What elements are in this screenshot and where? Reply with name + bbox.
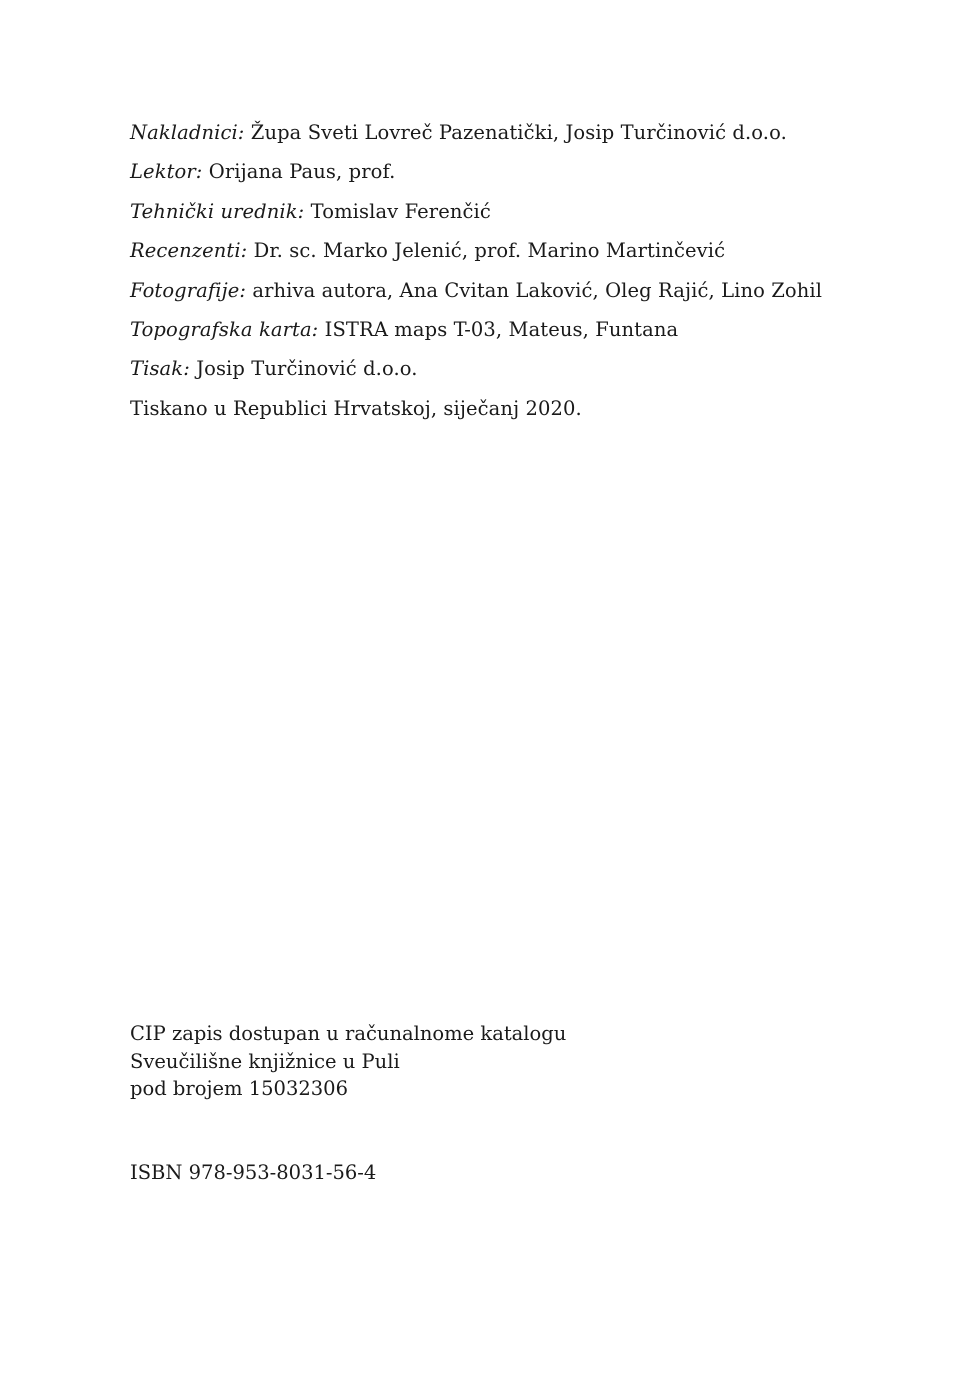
- credit-technical-editor: [130, 192, 930, 231]
- cip-record-note: [130, 1020, 930, 1103]
- credit-label: Fotografije:: [130, 278, 247, 302]
- isbn: ISBN 978-953-8031-56-4: [130, 1161, 377, 1184]
- credit-reviewers: [130, 231, 930, 270]
- credit-proofreader: [130, 152, 930, 191]
- credit-value: Dr. sc. Marko Jelenić, prof. Marino Martinčević: [253, 239, 726, 263]
- cip-line: pod brojem 15032306: [130, 1077, 348, 1100]
- credit-value: Tomislav Ferenčić: [310, 199, 491, 223]
- credit-label: Lektor:: [130, 160, 203, 184]
- credit-label: Recenzenti:: [130, 239, 248, 263]
- credit-value: Orijana Paus, prof.: [208, 160, 396, 184]
- credit-label: Nakladnici:: [130, 121, 245, 144]
- credit-photographs: [130, 271, 930, 310]
- credit-print: [130, 349, 930, 388]
- credits-list: [130, 113, 930, 428]
- credit-topographic-map: [130, 310, 930, 349]
- credit-printed-in: [130, 389, 930, 428]
- credit-value: Josip Turčinović d.o.o.: [196, 357, 418, 381]
- credit-value: Tiskano u Republici Hrvatskoj, siječanj 2020.: [130, 396, 582, 420]
- credit-value: arhiva autora, Ana Cvitan Laković, Oleg Rajić, Lino Zohil: [252, 278, 823, 302]
- cip-line: Sveučilišne knjižnice u Puli: [130, 1049, 400, 1073]
- credit-value: ISTRA maps T-03, Mateus, Funtana: [324, 317, 679, 341]
- credit-label: Topografska karta:: [130, 317, 319, 341]
- credit-label: Tisak:: [130, 357, 190, 381]
- credit-publishers: [130, 113, 930, 152]
- credit-value: Župa Sveti Lovreč Pazenatički, Josip Turčinović d.o.o.: [250, 121, 787, 144]
- credit-label: Tehnički urednik:: [130, 199, 305, 223]
- cip-line: CIP zapis dostupan u računalnome katalogu: [130, 1022, 567, 1045]
